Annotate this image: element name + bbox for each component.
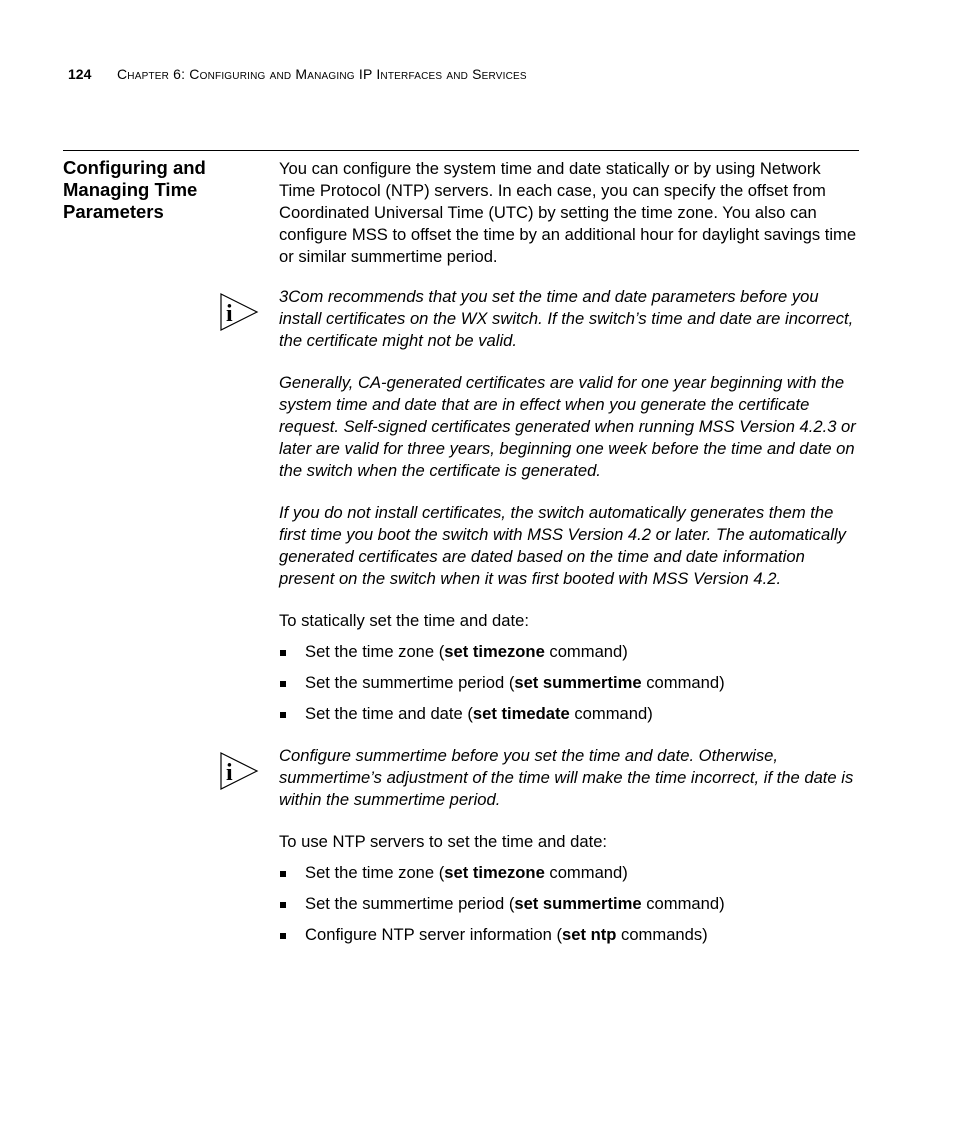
static-lead: To statically set the time and date: (279, 611, 529, 630)
svg-text:i: i (226, 760, 233, 786)
list-item: Set the time and date (set timedate command) (279, 703, 859, 725)
note-paragraph: Generally, CA-generated certificates are valid for one year beginning with the system time and date that are in effect when you generate the certificate request. Self-signed certificates generated when running MSS Version 4.2.3 or later are valid for three years, beginning one week before the time and date on the switch when the certificate is generated. (279, 373, 856, 480)
note-block (226, 286, 859, 590)
note-paragraph: 3Com recommends that you set the time and date parameters before you install certificates on the WX switch. If the switch’s time and date are incorrect, the certificate might not be valid. (279, 287, 854, 350)
list-item: Set the summertime period (set summertime command) (279, 672, 859, 694)
chapter-title: Chapter 6: Configuring and Managing IP Interfaces and Services (116, 66, 527, 82)
list-item: Configure NTP server information (set ntp commands) (279, 924, 859, 946)
section-divider (63, 150, 859, 151)
page-number: 124 (68, 66, 92, 82)
list-item: Set the time zone (set timezone command) (279, 641, 859, 663)
intro-paragraph: You can configure the system time and date statically or by using Network Time Protocol (NTP) servers. In each case, you can specify the offset from Coordinated Universal Time (UTC) by setting the time zone. You also can configure MSS to offset the time by an additional hour for daylight savings time or similar summertime period. (279, 159, 857, 266)
info-icon (219, 751, 259, 791)
section-title: Configuring and Managing Time Parameters (63, 157, 206, 222)
section-body (226, 158, 859, 946)
ntp-lead: To use NTP servers to set the time and date: (279, 832, 608, 851)
list-item: Set the summertime period (set summertime command) (279, 893, 859, 915)
svg-text:i: i (226, 301, 233, 327)
page-header (68, 66, 527, 82)
ntp-steps-list (279, 862, 859, 946)
static-steps-list (279, 641, 859, 725)
note-block (226, 745, 859, 811)
note-paragraph: If you do not install certificates, the switch automatically generates them the first time you boot the switch with MSS Version 4.2 or later. The automatically generated certificates are dated based on the time and date information present on the switch when it was first booted with MSS Version 4.2. (279, 503, 846, 588)
info-icon (219, 292, 259, 332)
list-item: Set the time zone (set timezone command) (279, 862, 859, 884)
note-paragraph: Configure summertime before you set the time and date. Otherwise, summertime’s adjustment of the time will make the time incorrect, if the date is within the summertime period. (279, 746, 854, 809)
